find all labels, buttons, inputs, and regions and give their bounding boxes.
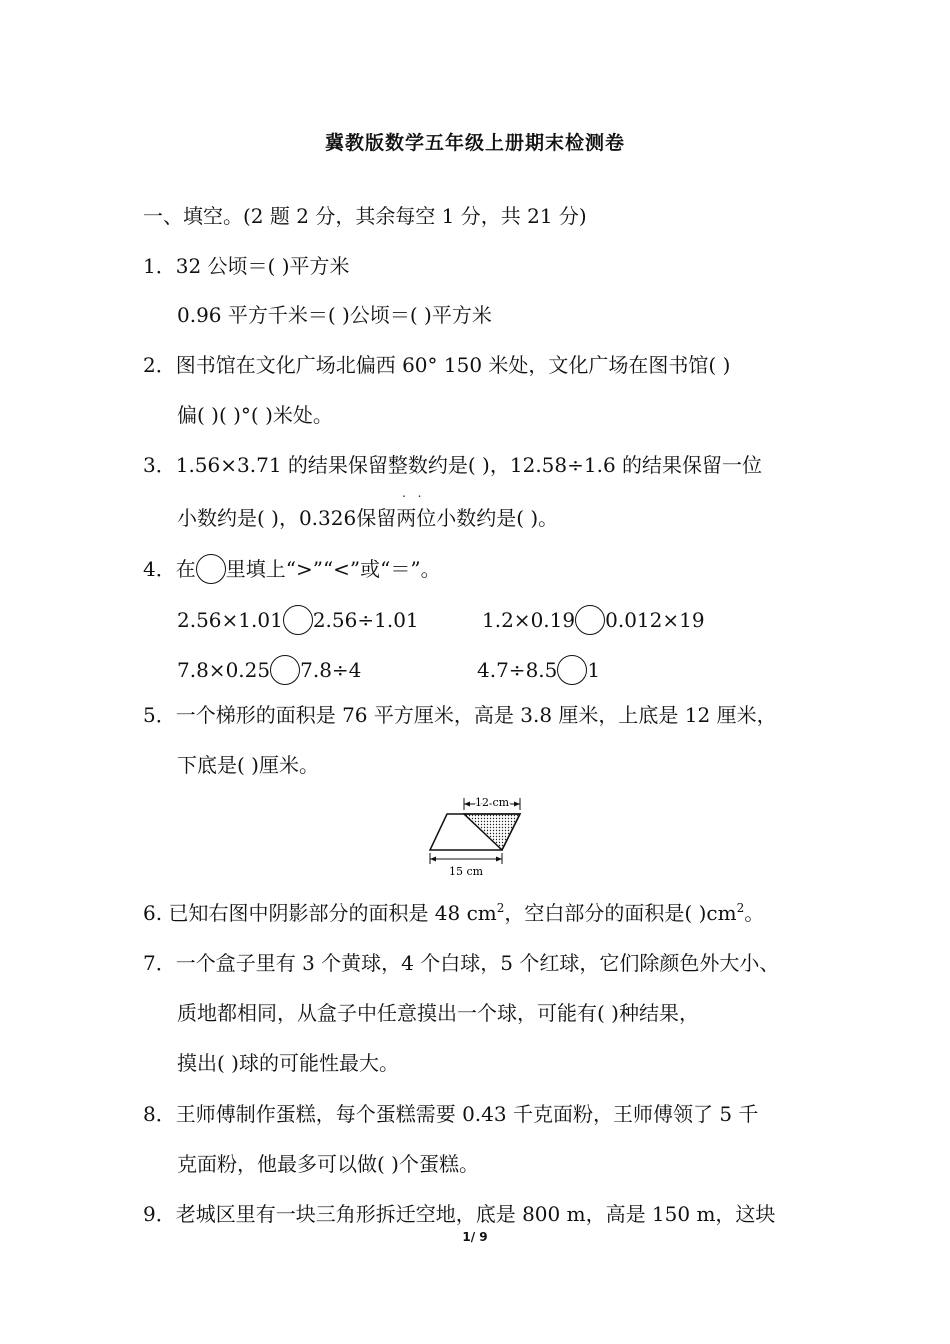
comparison-a-right: 2.56÷1.01 <box>312 608 419 632</box>
question-4-pre: 4．在 <box>143 557 196 581</box>
comparison-b-right: 0.012×19 <box>605 608 705 632</box>
comparison-a-left: 2.56×1.01 <box>177 608 283 632</box>
comparison-d-left: 4.7÷8.5 <box>477 658 558 682</box>
top-dimension-label: 12 cm <box>474 796 510 809</box>
question-5-line-1: 5．一个梯形的面积是 76 平方厘米，高是 3.8 厘米，上底是 12 厘米， <box>143 703 777 727</box>
comparison-b <box>482 605 705 635</box>
comparison-a <box>177 605 419 635</box>
question-2-line-1: 2．图书馆在文化广场北偏西 60° 150 米处，文化广场在图书馆( ) <box>143 353 731 377</box>
question-6-sup-1: 2 <box>496 901 505 915</box>
question-7-line-1: 7．一个盒子里有 3 个黄球，4 个白球，5 个红球，它们除颜色外大小、 <box>143 951 780 975</box>
question-1-line-2: 0.96 平方千米＝( )公顷＝( )平方米 <box>177 303 492 327</box>
comparison-c-left: 7.8×0.25 <box>177 658 271 682</box>
question-6-text-1: 6. 已知右图中阴影部分的面积是 48 cm <box>143 901 497 925</box>
bottom-dimension-label: 15 cm <box>448 865 484 878</box>
page-number: 1/ 9 <box>462 1230 488 1244</box>
question-7-line-3: 摸出( )球的可能性最大。 <box>177 1051 399 1075</box>
question-5-line-2: 下底是( )厘米。 <box>177 753 319 777</box>
comparison-b-left: 1.2×0.19 <box>482 608 576 632</box>
comparison-c <box>177 655 361 685</box>
comparison-a-circle[interactable] <box>283 605 313 635</box>
question-8-line-2: 克面粉，他最多可以做( )个蛋糕。 <box>177 1152 479 1176</box>
comparison-b-circle[interactable] <box>575 605 605 635</box>
emphasis-dots: . . <box>402 486 426 500</box>
question-3-line-1: 3．1.56×3.71 的结果保留整数约是( )，12.58÷1.6 的结果保留一位 <box>143 453 763 477</box>
comparison-d-circle[interactable] <box>557 655 587 685</box>
question-6-text-2: ，空白部分的面积是( )cm <box>504 901 737 925</box>
question-8-line-1: 8．王师傅制作蛋糕，每个蛋糕需要 0.43 千克面粉，王师傅领了 5 千 <box>143 1102 759 1126</box>
question-6-sup-2: 2 <box>736 901 745 915</box>
comparison-d-right: 1 <box>587 658 601 682</box>
question-4-post: 里填上“>”“<”或“＝”。 <box>225 557 441 581</box>
parallelogram-figure <box>420 790 530 882</box>
question-2-line-2: 偏( )( )°( )米处。 <box>177 403 333 427</box>
page-title: 冀教版数学五年级上册期末检测卷 <box>324 132 625 154</box>
question-1-line-1: 1．32 公顷＝( )平方米 <box>143 254 350 278</box>
comparison-c-right: 7.8÷4 <box>300 658 362 682</box>
comparison-c-circle[interactable] <box>270 655 300 685</box>
question-4-instruction <box>143 554 441 584</box>
comparison-d <box>477 655 600 685</box>
question-6-text-3: 。 <box>744 901 765 925</box>
bottom-dimension <box>430 853 502 864</box>
section-heading: 一、填空。(2 题 2 分，其余每空 1 分，共 21 分) <box>143 204 587 228</box>
question-6 <box>143 898 764 928</box>
question-7-line-2: 质地都相同，从盒子中任意摸出一个球，可能有( )种结果， <box>177 1001 699 1025</box>
question-9-line-1: 9．老城区里有一块三角形拆迁空地，底是 800 m，高是 150 m，这块 <box>143 1202 776 1226</box>
answer-circle[interactable] <box>196 554 226 584</box>
question-3-line-2: 小数约是( )，0.326保留两位小数约是( )。 <box>177 506 559 530</box>
